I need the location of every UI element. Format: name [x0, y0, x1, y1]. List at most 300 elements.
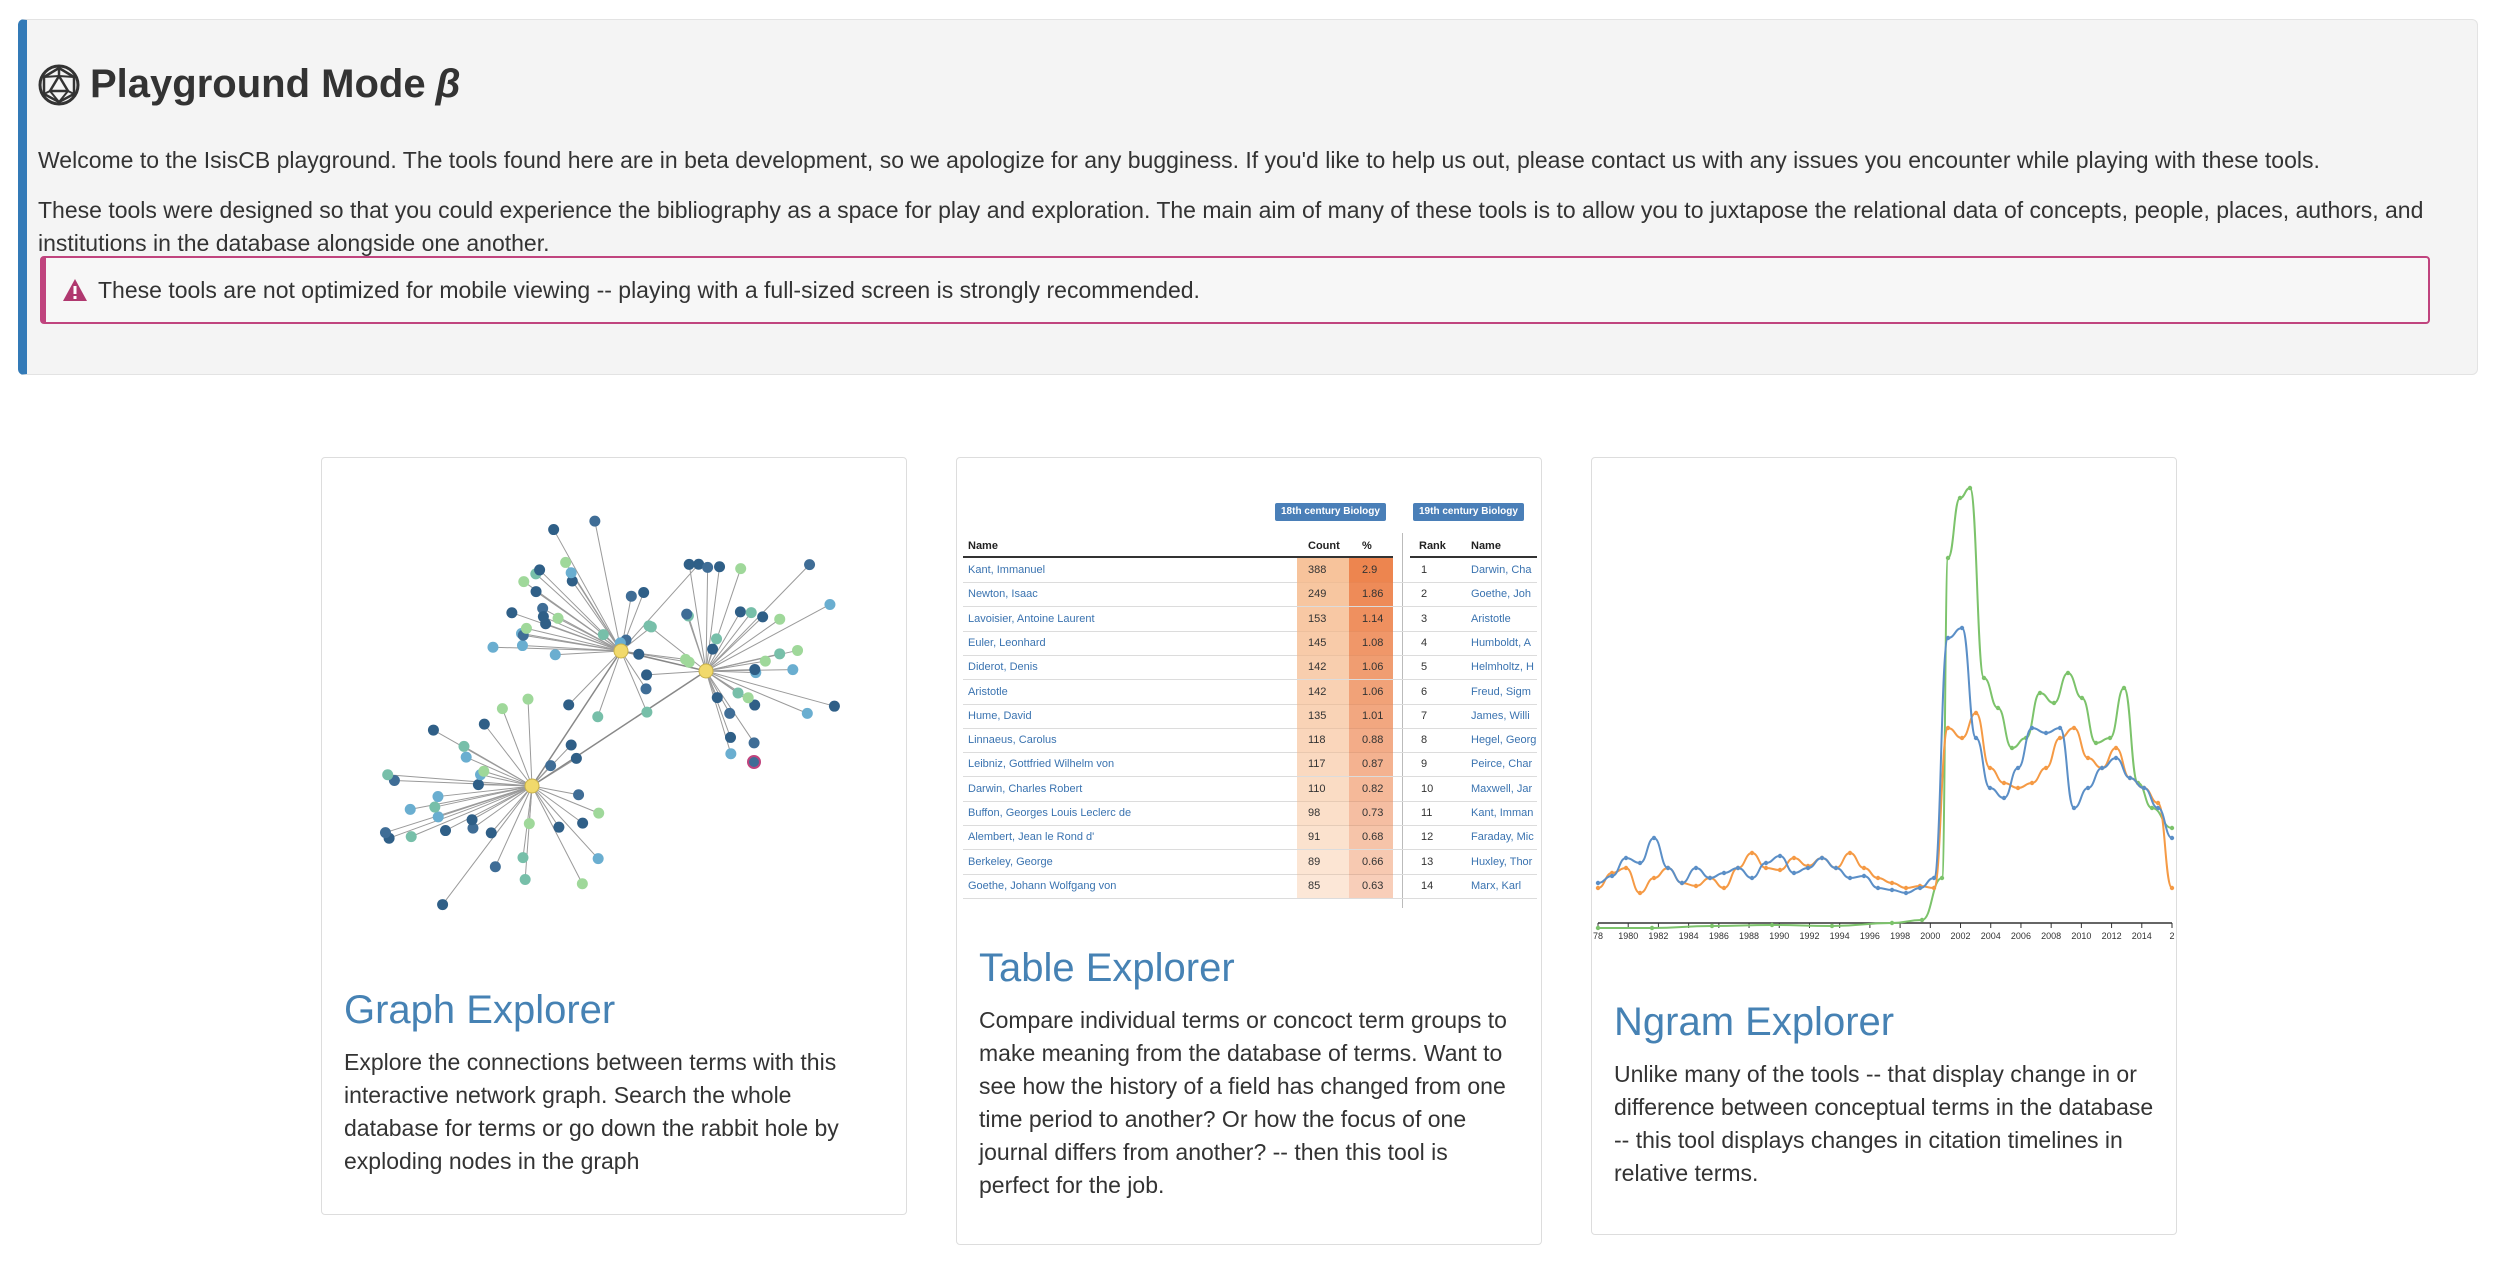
ngram-series-green-point	[2094, 741, 2098, 745]
cell-name: Leibniz, Gottfried Wilhelm von	[968, 758, 1115, 771]
cell-name: Aristotle	[968, 685, 1008, 698]
graph-edge	[443, 786, 532, 905]
ngram-series-blue-point	[1918, 886, 1922, 890]
ngram-series-green-point	[1946, 556, 1950, 560]
cell-count: 142	[1308, 685, 1327, 698]
ngram-series-blue-point	[1708, 876, 1712, 880]
cell-count: 388	[1308, 564, 1327, 576]
graph-node	[749, 737, 760, 748]
graph-node	[382, 769, 393, 780]
page-title	[38, 62, 460, 107]
graph-node	[563, 699, 574, 710]
graph-node	[406, 831, 417, 842]
graph-node	[760, 656, 771, 667]
ngram-series-orange-point	[1792, 856, 1796, 860]
x-tick-label: 1994	[1829, 931, 1850, 941]
ngram-series-orange-point	[1750, 851, 1754, 855]
graph-node	[598, 629, 609, 640]
graph-edge	[647, 671, 706, 675]
cell-name-2: James, Willi	[1471, 709, 1530, 722]
graph-node	[757, 611, 768, 622]
x-tick-label: 1990	[1769, 931, 1790, 941]
graph-node	[487, 642, 498, 653]
table-row	[963, 752, 1537, 777]
x-tick-label: 2012	[2101, 931, 2122, 941]
graph-edge	[528, 699, 532, 786]
graph-node	[638, 587, 649, 598]
ngram-series-orange-point	[2016, 786, 2020, 790]
cell-rank: 2	[1421, 588, 1428, 601]
ngram-series-blue-point	[2002, 796, 2006, 800]
cell-rank: 3	[1421, 612, 1428, 625]
ngram-series-orange-point	[1722, 886, 1726, 890]
ngram-series-green-point	[1940, 876, 1944, 880]
ngram-series-blue-point	[1904, 891, 1908, 895]
ngram-series-orange-point	[1778, 868, 1782, 872]
graph-node	[566, 567, 577, 578]
graph-edge	[621, 651, 647, 712]
ngram-series-orange-point	[1764, 866, 1768, 870]
cell-percent: 2.9	[1362, 564, 1378, 576]
graph-node	[641, 669, 652, 680]
graph-node	[577, 818, 588, 829]
ngram-series-blue-point	[2058, 726, 2062, 730]
graph-node	[440, 825, 451, 836]
ngram-series-blue-point	[1610, 874, 1614, 878]
cell-name: Buffon, Georges Louis Leclerc de	[968, 807, 1132, 819]
graph-node	[553, 822, 564, 833]
graph-node	[711, 633, 722, 644]
cell-name-2: Goethe, Joh	[1471, 588, 1531, 601]
graph-edge	[706, 567, 708, 671]
cell-rank: 7	[1421, 709, 1428, 722]
graph-node	[545, 760, 556, 771]
warning-icon	[62, 278, 88, 302]
ngram-series-blue-point	[1806, 866, 1810, 870]
x-tick-label: 1988	[1739, 931, 1760, 941]
ngram-series-green-point	[2066, 671, 2070, 675]
ngram-series-blue-point	[1596, 881, 1600, 885]
ngram-series-blue-point	[1722, 871, 1726, 875]
ngram-series-blue-point	[1834, 866, 1838, 870]
graph-node	[804, 559, 815, 570]
x-tick-label: 1984	[1678, 931, 1699, 941]
graph-node	[684, 657, 695, 668]
ngram-series-blue-point	[1778, 854, 1782, 858]
graph-edge	[555, 651, 621, 655]
x-tick-label: 1982	[1648, 931, 1669, 941]
ngram-series-blue-point	[1932, 876, 1936, 880]
graph-node	[626, 591, 637, 602]
ngram-series-blue-point	[1652, 836, 1656, 840]
filter-tag-19th-century: 19th century Biology	[1413, 503, 1524, 521]
graph-node	[589, 516, 600, 527]
graph-node	[733, 687, 744, 698]
graph-explorer-description: Explore the connections between terms with this interactive network graph. Search the whole database for terms or go down the rabbit hole by exploding nodes in the graph	[344, 1049, 839, 1174]
table-row	[963, 850, 1537, 875]
mobile-warning-text: These tools are not optimized for mobile viewing -- playing with a full-sized screen is strongly recommended.	[98, 276, 1200, 303]
graph-node	[725, 748, 736, 759]
graph-node	[432, 791, 443, 802]
count-heat-cell	[1297, 874, 1349, 898]
graph-node	[550, 649, 561, 660]
graph-explorer-card[interactable]	[321, 457, 907, 1215]
x-tick-label: 1992	[1799, 931, 1820, 941]
ngram-series-orange-point	[1904, 886, 1908, 890]
column-header-percent: %	[1362, 540, 1372, 552]
graph-node	[433, 811, 444, 822]
cell-rank: 1	[1421, 564, 1428, 576]
graph-node	[792, 645, 803, 656]
graph-node	[548, 524, 559, 535]
graph-edge	[546, 624, 621, 651]
x-tick-label: 78	[1592, 931, 1604, 941]
graph-node	[824, 599, 835, 610]
cell-count: 98	[1308, 807, 1321, 819]
graph-hub-node	[699, 664, 713, 678]
graph-node	[428, 725, 439, 736]
cell-count: 91	[1308, 831, 1321, 844]
cell-rank: 12	[1421, 831, 1434, 844]
graph-node	[702, 562, 713, 573]
page-title-text: Playground Mode	[90, 62, 426, 106]
ngram-explorer-description: Unlike many of the tools -- that display change in or difference between conceptual terms in the database -- this tool displays changes in citation timelines in relative terms.	[1614, 1061, 2154, 1186]
table-explorer-title[interactable]: Table Explorer	[979, 946, 1235, 990]
graph-node	[467, 814, 478, 825]
ngram-series-green-point	[1920, 918, 1924, 922]
cell-rank: 14	[1421, 879, 1434, 892]
ngram-series-orange-point	[1876, 876, 1880, 880]
graph-node	[517, 852, 528, 863]
ngram-series-blue-point	[2114, 756, 2118, 760]
cell-rank: 5	[1421, 661, 1428, 674]
ngram-series-blue-point	[1946, 636, 1950, 640]
count-heat-cell	[1297, 825, 1349, 849]
ngram-series-blue-point	[1862, 874, 1866, 878]
ngram-series-blue-point	[1848, 876, 1852, 880]
ngram-series-orange-point	[2044, 766, 2048, 770]
graph-node	[714, 561, 725, 572]
cell-name: Alembert, Jean le Rond d'	[968, 831, 1095, 844]
ngram-series-green-point	[2052, 701, 2056, 705]
ngram-series-blue-point	[2030, 726, 2034, 730]
graph-node	[479, 719, 490, 730]
cell-name: Kant, Immanuel	[968, 564, 1046, 576]
graph-edge	[706, 671, 731, 737]
graph-node	[524, 818, 535, 829]
cell-rank: 6	[1421, 685, 1428, 698]
cell-name-2: Aristotle	[1471, 612, 1511, 625]
cell-rank: 9	[1421, 758, 1428, 771]
graph-node	[486, 827, 497, 838]
cell-name-2: Helmholtz, H	[1471, 661, 1534, 674]
x-tick-label: 2010	[2071, 931, 2092, 941]
table-row	[963, 874, 1537, 899]
column-header-name: Name	[968, 540, 998, 552]
graph-node	[405, 804, 416, 815]
ngram-series-blue-point	[2156, 806, 2160, 810]
graph-node	[749, 664, 760, 675]
column-header-rank: Rank	[1419, 540, 1446, 552]
table-explorer-description: Compare individual terms or concoct term groups to make meaning from the database of terms. Want to see how the history of a field has changed from one time period to another? Or how the focus of one journal differs from another? -- then this tool is perfect for the job.	[979, 1007, 1507, 1198]
graph-node	[429, 802, 440, 813]
ngram-series-orange-point	[2170, 886, 2174, 890]
ngram-series-orange-point	[1890, 881, 1894, 885]
cell-count: 135	[1308, 709, 1327, 722]
network-graph-thumbnail	[322, 458, 906, 918]
column-header-count: Count	[1308, 540, 1340, 552]
ngram-series-orange-point	[1932, 886, 1936, 890]
column-header-name-2: Name	[1471, 540, 1501, 552]
table-row	[963, 680, 1537, 705]
cell-percent: 0.87	[1362, 758, 1384, 771]
mobile-warning	[40, 256, 2430, 324]
ngram-explorer-title[interactable]: Ngram Explorer	[1614, 1000, 1895, 1044]
ngram-series-green-point	[1958, 496, 1962, 500]
ngram-series-blue-point	[2044, 731, 2048, 735]
graph-node	[684, 559, 695, 570]
graph-edge	[532, 786, 599, 813]
cell-name-2: Hegel, Georg	[1471, 734, 1537, 747]
ngram-series-orange-point	[1988, 766, 1992, 770]
cell-count: 118	[1308, 734, 1326, 747]
cell-rank: 13	[1421, 855, 1434, 868]
ngram-series-blue-point	[1624, 856, 1628, 860]
cell-percent: 0.68	[1362, 831, 1384, 844]
cell-name-2: Kant, Imman	[1471, 807, 1534, 819]
ngram-series-green-point	[2122, 686, 2126, 690]
graph-node	[522, 694, 533, 705]
x-tick-label: 2014	[2131, 931, 2152, 941]
ngram-series-green-point	[2080, 696, 2084, 700]
table-row	[963, 631, 1537, 656]
graph-node	[633, 649, 644, 660]
cell-name-2: Freud, Sigm	[1471, 685, 1531, 698]
graph-node	[531, 586, 542, 597]
cell-name: Newton, Isaac	[968, 588, 1038, 601]
ngram-series-blue-point	[1694, 866, 1698, 870]
ngram-series-green-point	[2150, 806, 2154, 810]
cell-count: 89	[1308, 855, 1321, 868]
cell-name: Darwin, Charles Robert	[968, 782, 1083, 795]
ngram-series-orange-point	[1862, 866, 1866, 870]
table-row	[963, 801, 1537, 826]
ngram-series-blue-point	[2100, 766, 2104, 770]
ngram-series-orange-point	[1638, 891, 1642, 895]
x-tick-label: 1998	[1890, 931, 1911, 941]
graph-node	[566, 739, 577, 750]
graph-node	[520, 874, 531, 885]
graph-node	[593, 853, 604, 864]
ngram-explorer-card[interactable]	[1591, 457, 2177, 1235]
cell-percent: 0.73	[1362, 807, 1384, 819]
ngram-series-orange-point	[2086, 756, 2090, 760]
graph-explorer-title[interactable]: Graph Explorer	[344, 988, 616, 1032]
ngram-series-green-point	[1770, 923, 1774, 927]
cell-name-2: Huxley, Thor	[1471, 855, 1533, 868]
ngram-series-green-point	[2010, 746, 2014, 750]
cell-percent: 0.63	[1362, 879, 1384, 892]
count-heat-cell	[1297, 801, 1349, 825]
graph-node	[497, 703, 508, 714]
ngram-series-orange-point	[1652, 876, 1656, 880]
ngram-series-orange-point	[1694, 884, 1698, 888]
ngram-series-blue-point	[1764, 861, 1768, 865]
x-tick-label: 2002	[1950, 931, 1971, 941]
ngram-series-blue	[1598, 628, 2172, 893]
ngram-series-green	[1598, 488, 2172, 928]
ngram-series-green-point	[1996, 706, 2000, 710]
ngram-series-orange-point	[2030, 781, 2034, 785]
ngram-series-blue-point	[2016, 766, 2020, 770]
ngram-series-orange-point	[2114, 746, 2118, 750]
ngram-series-green-point	[2108, 736, 2112, 740]
graph-node	[725, 732, 736, 743]
ngram-series-green-point	[2038, 691, 2042, 695]
cell-name: Lavoisier, Antoine Laurent	[968, 612, 1095, 625]
graph-node	[461, 752, 472, 763]
graph-node	[518, 576, 529, 587]
ngram-series-orange	[1598, 713, 2172, 893]
polyhedron-icon	[38, 64, 80, 106]
cell-name: Berkeley, George	[968, 855, 1053, 868]
graph-edge	[598, 651, 621, 717]
graph-node-selected	[748, 756, 760, 768]
table-row	[963, 607, 1537, 632]
graph-node	[735, 563, 746, 574]
ngram-series-blue-point	[1736, 866, 1740, 870]
graph-node	[473, 779, 484, 790]
cell-percent: 0.88	[1362, 734, 1384, 747]
graph-node	[735, 606, 746, 617]
graph-node	[534, 564, 545, 575]
cell-percent: 1.86	[1362, 588, 1384, 601]
cell-name-2: Marx, Karl	[1471, 879, 1522, 892]
graph-node	[437, 899, 448, 910]
ngram-series-blue-point	[2170, 836, 2174, 840]
ngram-series-orange-point	[1596, 886, 1600, 890]
graph-node	[573, 789, 584, 800]
cell-rank: 11	[1421, 807, 1433, 819]
graph-node	[592, 711, 603, 722]
cell-percent: 1.06	[1362, 661, 1384, 674]
ngram-series-blue-point	[1638, 861, 1642, 865]
ngram-series-blue-point	[2086, 786, 2090, 790]
graph-edge	[532, 786, 582, 884]
x-tick-label: 2008	[2041, 931, 2062, 941]
graph-node	[774, 648, 785, 659]
cell-name: Linnaeus, Carolus	[968, 734, 1057, 747]
graph-hub-node	[525, 779, 539, 793]
ngram-series-blue-point	[2142, 786, 2146, 790]
graph-edge	[502, 709, 532, 786]
graph-node	[458, 741, 469, 752]
cell-count: 85	[1308, 879, 1321, 892]
graph-node	[517, 640, 528, 651]
ngram-series-green-point	[1710, 924, 1714, 928]
ngram-series-orange-point	[1848, 851, 1852, 855]
table-row	[963, 728, 1537, 753]
ngram-series-blue-point	[1974, 736, 1978, 740]
x-tick-label: 2000	[1920, 931, 1941, 941]
graph-node	[643, 620, 654, 631]
graph-node	[743, 692, 754, 703]
graph-node	[641, 683, 652, 694]
graph-node	[506, 607, 517, 618]
ngram-series-blue-point	[1750, 876, 1754, 880]
table-row	[963, 704, 1537, 729]
intro-paragraph-1: Welcome to the IsisCB playground. The tools found here are in beta development, so we apologize for any bugginess. If you'd like to help us out, please contact us with any issues you encounter while playing with these tools.	[38, 147, 2320, 173]
graph-edge	[532, 671, 706, 786]
cell-rank: 10	[1421, 782, 1434, 795]
ngram-series-blue-point	[1890, 888, 1894, 892]
ngram-series-green-point	[1650, 926, 1654, 930]
graph-node	[571, 753, 582, 764]
ngram-series-orange-point	[1960, 736, 1964, 740]
graph-node	[724, 708, 735, 719]
graph-node	[681, 609, 692, 620]
table-explorer-card[interactable]	[956, 457, 1542, 1245]
ngram-series-blue-point	[1666, 866, 1670, 870]
graph-node	[560, 557, 571, 568]
graph-node	[593, 808, 604, 819]
ngram-series-orange-point	[1946, 726, 1950, 730]
graph-edge	[569, 651, 621, 705]
intro-paragraph-2: These tools were designed so that you could experience the bibliography as a space for play and exploration. The main aim of many of these tools is to allow you to juxtapose the relational data of concepts, people, places, authors, and institutions in the database alongside one another.	[38, 197, 2424, 256]
table-row	[963, 825, 1537, 850]
x-tick-label: 1980	[1618, 931, 1639, 941]
x-tick-label: 1986	[1708, 931, 1729, 941]
ngram-chart-thumbnail	[1592, 458, 2176, 968]
filter-tag-18th-century: 18th century Biology	[1275, 503, 1386, 521]
cell-count: 117	[1308, 758, 1326, 771]
graph-node	[380, 827, 391, 838]
cell-name-2: Faraday, Mic	[1471, 831, 1534, 844]
x-tick-label: 2	[2169, 931, 2175, 941]
graph-node	[712, 692, 723, 703]
ngram-series-green-point	[2170, 826, 2174, 830]
graph-node	[521, 623, 532, 634]
cell-count: 145	[1308, 636, 1327, 649]
graph-hub-node	[614, 644, 628, 658]
cell-name-2: Humboldt, A	[1471, 636, 1531, 649]
graph-node	[641, 707, 652, 718]
ngram-series-orange-point	[1974, 711, 1978, 715]
cell-name-2: Maxwell, Jar	[1471, 782, 1533, 795]
graph-node	[577, 878, 588, 889]
ngram-series-orange-point	[2156, 801, 2160, 805]
table-row	[963, 777, 1537, 802]
cell-percent: 0.66	[1362, 855, 1384, 868]
graph-edge	[532, 786, 598, 859]
cell-count: 110	[1308, 782, 1326, 795]
graph-node	[829, 701, 840, 712]
cell-percent: 1.06	[1362, 685, 1384, 698]
ngram-series-blue-point	[1820, 856, 1824, 860]
x-tick-label: 2006	[2010, 931, 2031, 941]
table-row	[963, 655, 1537, 680]
table-row	[963, 582, 1537, 607]
cell-count: 249	[1308, 588, 1327, 601]
ngram-series-green-point	[1830, 924, 1834, 928]
graph-node	[774, 614, 785, 625]
table-thumbnail	[963, 498, 1537, 908]
x-tick-label: 1996	[1859, 931, 1880, 941]
cell-percent: 0.82	[1362, 782, 1384, 795]
ngram-series-green-point	[1596, 926, 1600, 930]
cell-percent: 1.01	[1362, 709, 1384, 722]
x-tick-label: 2004	[1980, 931, 2001, 941]
